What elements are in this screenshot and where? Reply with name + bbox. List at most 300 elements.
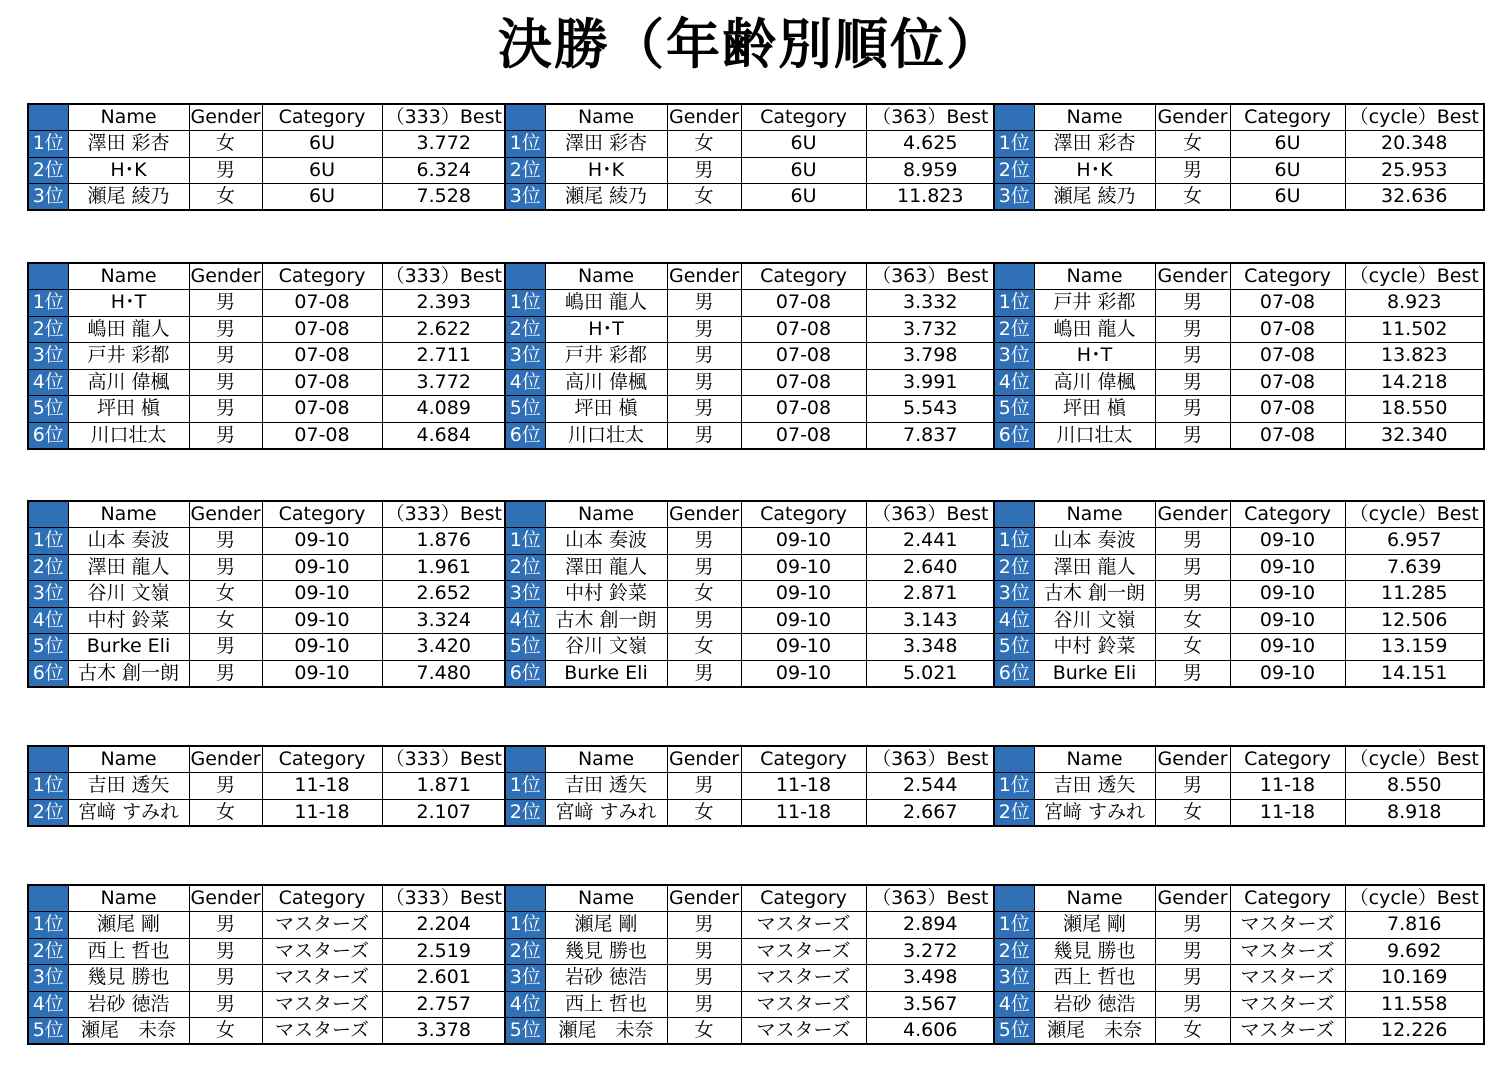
- athlete-name: 西上 哲也: [1034, 965, 1155, 992]
- best-time: 12.506: [1345, 607, 1484, 634]
- category-header: Category: [741, 746, 866, 773]
- rank-cell: 5位: [28, 396, 68, 423]
- header-row: [505, 885, 995, 912]
- table-row: [28, 991, 506, 1018]
- athlete-name: 瀬尾 剛: [68, 912, 189, 939]
- rank-header-cell: [28, 746, 68, 773]
- category-cell: 07-08: [262, 343, 382, 370]
- rank-cell: 5位: [994, 634, 1034, 661]
- name-header: Name: [545, 501, 667, 528]
- category-cell: 07-08: [262, 396, 382, 423]
- athlete-name: 川口壮太: [1034, 422, 1155, 449]
- name-header: Name: [1034, 501, 1155, 528]
- best-time: 3.498: [866, 965, 995, 992]
- category-cell: 11-18: [262, 773, 382, 800]
- header-row: [505, 104, 995, 131]
- category-cell: 07-08: [741, 343, 866, 370]
- gender-cell: 男: [1155, 157, 1230, 184]
- gender-cell: 男: [1155, 554, 1230, 581]
- gender-cell: 男: [189, 634, 262, 661]
- gender-cell: 女: [667, 634, 741, 661]
- best-time: 13.823: [1345, 343, 1484, 370]
- table-row: [994, 938, 1484, 965]
- athlete-name: 中村 鈴菜: [545, 581, 667, 608]
- category-cell: 09-10: [741, 554, 866, 581]
- best-header: （cycle）Best: [1345, 501, 1484, 528]
- athlete-name: 澤田 龍人: [68, 554, 189, 581]
- category-cell: 07-08: [262, 316, 382, 343]
- athlete-name: 澤田 龍人: [545, 554, 667, 581]
- age-group-2: [27, 262, 1483, 448]
- ranking-table-363: [504, 262, 996, 450]
- gender-cell: 男: [667, 528, 741, 555]
- category-header: Category: [1230, 885, 1345, 912]
- athlete-name: 澤田 彩杏: [68, 131, 189, 158]
- gender-cell: 男: [1155, 938, 1230, 965]
- category-header: Category: [741, 501, 866, 528]
- rank-cell: 6位: [505, 422, 545, 449]
- athlete-name: 宮﨑 すみれ: [545, 799, 667, 826]
- table-row: [994, 634, 1484, 661]
- table-row: [994, 369, 1484, 396]
- rank-header-cell: [28, 501, 68, 528]
- gender-cell: 男: [189, 396, 262, 423]
- category-cell: 09-10: [1230, 528, 1345, 555]
- athlete-name: 幾見 勝也: [68, 965, 189, 992]
- best-time: 3.991: [866, 369, 995, 396]
- gender-cell: 男: [667, 912, 741, 939]
- gender-cell: 男: [667, 343, 741, 370]
- table-row: [28, 290, 506, 317]
- table-row: [994, 396, 1484, 423]
- rank-cell: 2位: [505, 316, 545, 343]
- table-row: [505, 343, 995, 370]
- athlete-name: 瀬尾 剛: [545, 912, 667, 939]
- gender-cell: 男: [1155, 422, 1230, 449]
- athlete-name: 高川 偉楓: [68, 369, 189, 396]
- athlete-name: H･T: [68, 290, 189, 317]
- ranking-table-363: [504, 103, 996, 211]
- rank-cell: 3位: [505, 581, 545, 608]
- athlete-name: 戸井 彩都: [545, 343, 667, 370]
- gender-header: Gender: [667, 501, 741, 528]
- athlete-name: Burke Eli: [1034, 660, 1155, 687]
- athlete-name: 山本 奏波: [68, 528, 189, 555]
- gender-cell: 男: [667, 991, 741, 1018]
- category-cell: 09-10: [262, 660, 382, 687]
- gender-cell: 男: [667, 965, 741, 992]
- rank-cell: 2位: [994, 938, 1034, 965]
- gender-header: Gender: [1155, 885, 1230, 912]
- ranking-table-333: [27, 500, 507, 688]
- category-cell: 09-10: [741, 660, 866, 687]
- best-header: （363）Best: [866, 746, 995, 773]
- rank-cell: 2位: [28, 799, 68, 826]
- category-cell: 6U: [262, 184, 382, 211]
- rank-cell: 5位: [505, 634, 545, 661]
- rank-cell: 6位: [505, 660, 545, 687]
- table-row: [505, 184, 995, 211]
- table-row: [28, 422, 506, 449]
- gender-cell: 女: [667, 1018, 741, 1045]
- gender-cell: 女: [667, 799, 741, 826]
- athlete-name: 瀬尾 剛: [1034, 912, 1155, 939]
- rank-cell: 4位: [28, 369, 68, 396]
- category-cell: 6U: [262, 131, 382, 158]
- gender-header: Gender: [189, 501, 262, 528]
- category-header: Category: [262, 746, 382, 773]
- rank-cell: 2位: [994, 316, 1034, 343]
- gender-cell: 男: [189, 965, 262, 992]
- best-time: 2.757: [382, 991, 506, 1018]
- category-header: Category: [262, 501, 382, 528]
- gender-cell: 女: [667, 184, 741, 211]
- category-cell: 6U: [741, 184, 866, 211]
- category-cell: 11-18: [1230, 773, 1345, 800]
- category-cell: 07-08: [262, 422, 382, 449]
- best-time: 2.393: [382, 290, 506, 317]
- best-time: 11.823: [866, 184, 995, 211]
- category-cell: 11-18: [1230, 799, 1345, 826]
- best-time: 2.601: [382, 965, 506, 992]
- rank-cell: 1位: [505, 528, 545, 555]
- category-cell: 07-08: [741, 316, 866, 343]
- gender-cell: 女: [189, 131, 262, 158]
- best-time: 2.711: [382, 343, 506, 370]
- gender-cell: 女: [189, 607, 262, 634]
- table-row: [505, 799, 995, 826]
- athlete-name: 川口壮太: [545, 422, 667, 449]
- table-row: [994, 422, 1484, 449]
- best-time: 3.798: [866, 343, 995, 370]
- table-row: [994, 799, 1484, 826]
- gender-cell: 男: [189, 938, 262, 965]
- name-header: Name: [68, 501, 189, 528]
- best-time: 14.151: [1345, 660, 1484, 687]
- table-row: [994, 131, 1484, 158]
- table-row: [994, 157, 1484, 184]
- table-row: [505, 554, 995, 581]
- rank-cell: 2位: [994, 799, 1034, 826]
- gender-cell: 女: [1155, 131, 1230, 158]
- best-time: 3.378: [382, 1018, 506, 1045]
- gender-cell: 女: [1155, 799, 1230, 826]
- header-row: [28, 263, 506, 290]
- athlete-name: 中村 鈴菜: [1034, 634, 1155, 661]
- rank-cell: 1位: [505, 912, 545, 939]
- athlete-name: H･K: [68, 157, 189, 184]
- athlete-name: 岩砂 徳浩: [68, 991, 189, 1018]
- athlete-name: 吉田 透矢: [1034, 773, 1155, 800]
- best-time: 3.772: [382, 369, 506, 396]
- table-row: [28, 316, 506, 343]
- rank-cell: 3位: [28, 184, 68, 211]
- athlete-name: 谷川 文嶺: [545, 634, 667, 661]
- ranking-table-cycle: [993, 745, 1485, 827]
- rank-cell: 1位: [28, 912, 68, 939]
- category-cell: マスターズ: [1230, 991, 1345, 1018]
- gender-cell: 女: [667, 581, 741, 608]
- best-time: 14.218: [1345, 369, 1484, 396]
- table-row: [505, 131, 995, 158]
- athlete-name: H･K: [1034, 157, 1155, 184]
- rank-cell: 3位: [994, 581, 1034, 608]
- best-time: 7.639: [1345, 554, 1484, 581]
- best-header: （cycle）Best: [1345, 104, 1484, 131]
- gender-header: Gender: [1155, 263, 1230, 290]
- table-row: [505, 528, 995, 555]
- rank-cell: 6位: [28, 660, 68, 687]
- category-header: Category: [1230, 746, 1345, 773]
- category-cell: マスターズ: [262, 1018, 382, 1045]
- athlete-name: 古木 創一朗: [545, 607, 667, 634]
- rank-cell: 3位: [28, 581, 68, 608]
- rank-header-cell: [28, 104, 68, 131]
- table-row: [505, 290, 995, 317]
- gender-cell: 男: [1155, 660, 1230, 687]
- table-row: [28, 607, 506, 634]
- rank-cell: 5位: [505, 1018, 545, 1045]
- best-time: 4.089: [382, 396, 506, 423]
- gender-cell: 男: [1155, 912, 1230, 939]
- athlete-name: 古木 創一朗: [1034, 581, 1155, 608]
- best-time: 5.021: [866, 660, 995, 687]
- category-cell: 09-10: [262, 634, 382, 661]
- athlete-name: H･T: [545, 316, 667, 343]
- table-row: [994, 773, 1484, 800]
- rank-header-cell: [505, 885, 545, 912]
- rank-cell: 5位: [505, 396, 545, 423]
- best-time: 4.625: [866, 131, 995, 158]
- name-header: Name: [545, 263, 667, 290]
- gender-cell: 女: [1155, 1018, 1230, 1045]
- category-cell: 6U: [741, 131, 866, 158]
- header-row: [994, 746, 1484, 773]
- gender-cell: 男: [1155, 581, 1230, 608]
- best-time: 2.622: [382, 316, 506, 343]
- category-cell: マスターズ: [1230, 1018, 1345, 1045]
- rank-cell: 1位: [505, 773, 545, 800]
- best-time: 8.959: [866, 157, 995, 184]
- rank-cell: 3位: [505, 184, 545, 211]
- category-cell: 11-18: [262, 799, 382, 826]
- rank-header-cell: [505, 746, 545, 773]
- gender-header: Gender: [1155, 501, 1230, 528]
- table-row: [505, 912, 995, 939]
- ranking-table-333: [27, 884, 507, 1045]
- name-header: Name: [545, 104, 667, 131]
- best-header: （363）Best: [866, 104, 995, 131]
- category-cell: 09-10: [1230, 554, 1345, 581]
- gender-cell: 男: [667, 157, 741, 184]
- table-row: [994, 316, 1484, 343]
- category-cell: マスターズ: [741, 965, 866, 992]
- best-time: 3.567: [866, 991, 995, 1018]
- table-row: [994, 581, 1484, 608]
- category-cell: 11-18: [741, 799, 866, 826]
- ranking-table-cycle: [993, 884, 1485, 1045]
- category-header: Category: [262, 263, 382, 290]
- rank-cell: 4位: [28, 607, 68, 634]
- best-time: 25.953: [1345, 157, 1484, 184]
- ranking-table-363: [504, 884, 996, 1045]
- best-header: （cycle）Best: [1345, 263, 1484, 290]
- best-time: 5.543: [866, 396, 995, 423]
- athlete-name: 高川 偉楓: [545, 369, 667, 396]
- rank-cell: 4位: [28, 991, 68, 1018]
- table-row: [28, 528, 506, 555]
- header-row: [28, 501, 506, 528]
- category-cell: 07-08: [262, 290, 382, 317]
- gender-cell: 男: [189, 157, 262, 184]
- rank-cell: 3位: [28, 343, 68, 370]
- best-time: 2.640: [866, 554, 995, 581]
- ranking-table-cycle: [993, 262, 1485, 450]
- gender-header: Gender: [667, 104, 741, 131]
- best-time: 3.772: [382, 131, 506, 158]
- rank-header-cell: [28, 885, 68, 912]
- header-row: [28, 885, 506, 912]
- name-header: Name: [68, 885, 189, 912]
- rank-cell: 1位: [28, 131, 68, 158]
- best-time: 9.692: [1345, 938, 1484, 965]
- category-cell: マスターズ: [741, 938, 866, 965]
- gender-header: Gender: [667, 263, 741, 290]
- athlete-name: 戸井 彩都: [1034, 290, 1155, 317]
- category-cell: 07-08: [741, 369, 866, 396]
- athlete-name: 宮﨑 すみれ: [68, 799, 189, 826]
- category-cell: 09-10: [262, 528, 382, 555]
- best-time: 1.876: [382, 528, 506, 555]
- rank-cell: 5位: [994, 396, 1034, 423]
- best-header: （363）Best: [866, 501, 995, 528]
- gender-cell: 男: [189, 528, 262, 555]
- athlete-name: 戸井 彩都: [68, 343, 189, 370]
- rank-header-cell: [505, 501, 545, 528]
- best-header: （333）Best: [382, 885, 506, 912]
- table-row: [994, 554, 1484, 581]
- table-row: [994, 607, 1484, 634]
- table-row: [994, 528, 1484, 555]
- athlete-name: 幾見 勝也: [1034, 938, 1155, 965]
- best-time: 8.923: [1345, 290, 1484, 317]
- best-time: 20.348: [1345, 131, 1484, 158]
- gender-cell: 女: [667, 131, 741, 158]
- table-row: [28, 1018, 506, 1045]
- table-row: [505, 991, 995, 1018]
- table-row: [28, 912, 506, 939]
- rank-cell: 4位: [505, 991, 545, 1018]
- header-row: [28, 746, 506, 773]
- rank-header-cell: [994, 746, 1034, 773]
- category-header: Category: [741, 885, 866, 912]
- header-row: [994, 263, 1484, 290]
- table-row: [505, 634, 995, 661]
- category-cell: 09-10: [741, 607, 866, 634]
- category-cell: マスターズ: [1230, 938, 1345, 965]
- rank-cell: 5位: [994, 1018, 1034, 1045]
- header-row: [994, 104, 1484, 131]
- best-time: 3.732: [866, 316, 995, 343]
- athlete-name: 古木 創一朗: [68, 660, 189, 687]
- table-row: [28, 634, 506, 661]
- category-cell: 07-08: [1230, 343, 1345, 370]
- header-row: [28, 104, 506, 131]
- gender-cell: 男: [1155, 343, 1230, 370]
- best-header: （333）Best: [382, 746, 506, 773]
- rank-header-cell: [994, 885, 1034, 912]
- category-cell: 09-10: [741, 581, 866, 608]
- category-cell: マスターズ: [262, 912, 382, 939]
- rank-cell: 6位: [28, 422, 68, 449]
- table-row: [28, 799, 506, 826]
- name-header: Name: [1034, 746, 1155, 773]
- gender-cell: 男: [667, 938, 741, 965]
- athlete-name: 岩砂 徳浩: [1034, 991, 1155, 1018]
- name-header: Name: [68, 746, 189, 773]
- gender-cell: 男: [667, 290, 741, 317]
- age-group-5: [27, 884, 1483, 1043]
- category-cell: マスターズ: [1230, 965, 1345, 992]
- ranking-table-333: [27, 745, 507, 827]
- table-row: [505, 396, 995, 423]
- table-row: [505, 660, 995, 687]
- athlete-name: 嶋田 龍人: [68, 316, 189, 343]
- rank-cell: 2位: [994, 157, 1034, 184]
- category-cell: 07-08: [1230, 290, 1345, 317]
- name-header: Name: [545, 746, 667, 773]
- gender-cell: 男: [1155, 369, 1230, 396]
- ranking-table-cycle: [993, 103, 1485, 211]
- rank-cell: 3位: [505, 343, 545, 370]
- gender-cell: 男: [189, 912, 262, 939]
- rank-cell: 3位: [994, 343, 1034, 370]
- age-group-1: [27, 103, 1483, 209]
- rank-cell: 3位: [994, 965, 1034, 992]
- gender-cell: 女: [189, 581, 262, 608]
- table-row: [28, 660, 506, 687]
- table-row: [994, 991, 1484, 1018]
- gender-cell: 女: [1155, 184, 1230, 211]
- rank-cell: 5位: [28, 1018, 68, 1045]
- category-header: Category: [1230, 501, 1345, 528]
- best-time: 7.816: [1345, 912, 1484, 939]
- gender-cell: 女: [189, 799, 262, 826]
- best-time: 2.441: [866, 528, 995, 555]
- category-cell: マスターズ: [262, 991, 382, 1018]
- table-row: [505, 607, 995, 634]
- best-header: （363）Best: [866, 885, 995, 912]
- category-cell: 09-10: [262, 607, 382, 634]
- gender-cell: 男: [1155, 396, 1230, 423]
- table-row: [505, 316, 995, 343]
- gender-cell: 男: [189, 290, 262, 317]
- gender-header: Gender: [1155, 104, 1230, 131]
- category-cell: 09-10: [1230, 634, 1345, 661]
- best-time: 3.332: [866, 290, 995, 317]
- table-row: [28, 396, 506, 423]
- table-row: [994, 343, 1484, 370]
- athlete-name: 吉田 透矢: [545, 773, 667, 800]
- athlete-name: 中村 鈴菜: [68, 607, 189, 634]
- category-cell: 11-18: [741, 773, 866, 800]
- rank-header-cell: [28, 263, 68, 290]
- rank-cell: 1位: [28, 290, 68, 317]
- category-cell: マスターズ: [741, 1018, 866, 1045]
- category-cell: 07-08: [1230, 369, 1345, 396]
- table-row: [505, 1018, 995, 1045]
- athlete-name: 谷川 文嶺: [68, 581, 189, 608]
